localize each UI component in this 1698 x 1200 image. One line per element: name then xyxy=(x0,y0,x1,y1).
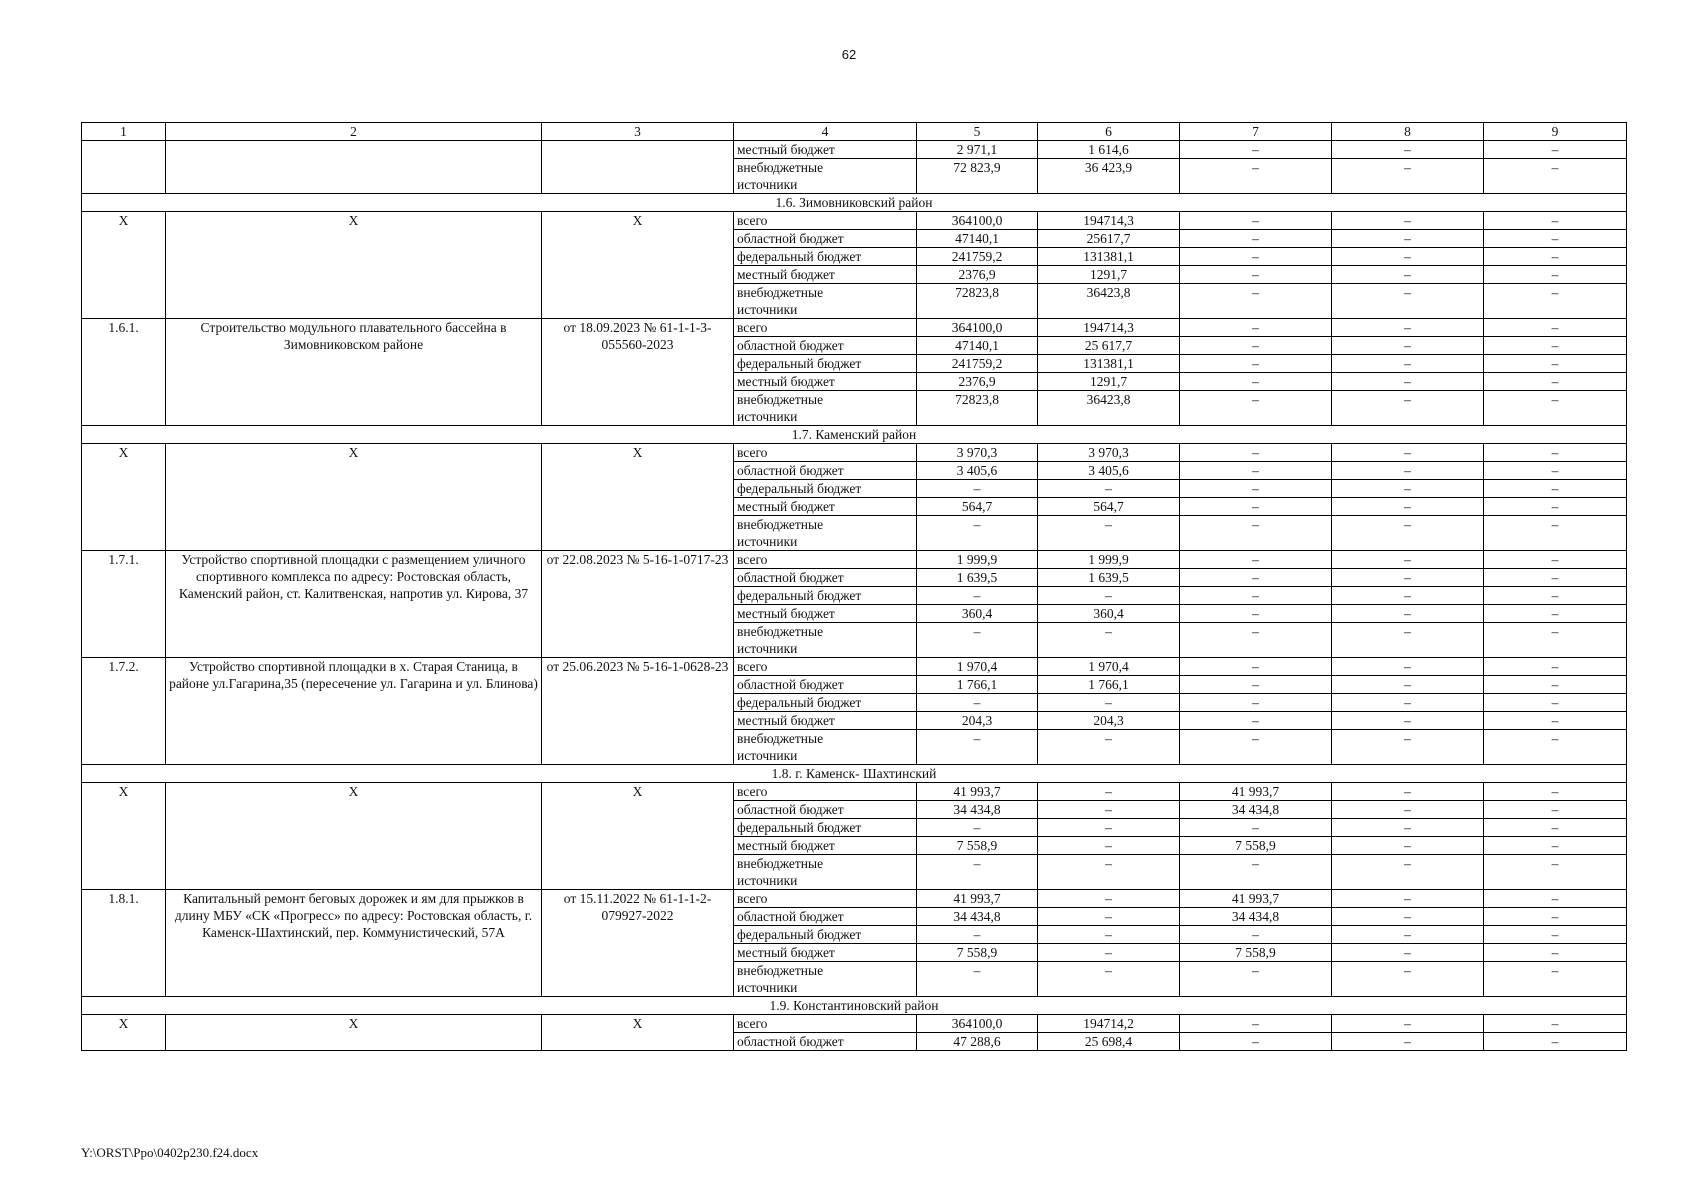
funding-source: всего xyxy=(734,1015,917,1033)
amount-col-5: 2376,9 xyxy=(917,373,1038,391)
amount-col-8: – xyxy=(1332,248,1484,266)
amount-col-8: – xyxy=(1332,498,1484,516)
amount-col-9: – xyxy=(1484,801,1627,819)
amount-col-7: – xyxy=(1180,159,1332,194)
amount-col-9: – xyxy=(1484,248,1627,266)
funding-source: местный бюджет xyxy=(734,712,917,730)
section-title: 1.9. Константиновский район xyxy=(82,997,1627,1015)
amount-col-7: – xyxy=(1180,1033,1332,1051)
amount-col-6: – xyxy=(1038,801,1180,819)
amount-col-7: – xyxy=(1180,819,1332,837)
amount-col-7: – xyxy=(1180,694,1332,712)
item-number: 1.6.1. xyxy=(82,319,166,426)
amount-col-5: 47140,1 xyxy=(917,337,1038,355)
amount-col-5: – xyxy=(917,962,1038,997)
amount-col-6: – xyxy=(1038,480,1180,498)
amount-col-9: – xyxy=(1484,355,1627,373)
funding-source: всего xyxy=(734,658,917,676)
column-header-8: 8 xyxy=(1332,123,1484,141)
amount-col-8: – xyxy=(1332,712,1484,730)
amount-col-7: – xyxy=(1180,623,1332,658)
amount-col-9: – xyxy=(1484,462,1627,480)
amount-col-5: 204,3 xyxy=(917,712,1038,730)
item-document: от 22.08.2023 № 5-16-1-0717-23 xyxy=(542,551,734,658)
amount-col-9: – xyxy=(1484,444,1627,462)
section-row xyxy=(82,997,1627,1015)
amount-col-6: – xyxy=(1038,623,1180,658)
amount-col-9: – xyxy=(1484,516,1627,551)
amount-col-5: 1 999,9 xyxy=(917,551,1038,569)
funding-source: местный бюджет xyxy=(734,605,917,623)
amount-col-5: 7 558,9 xyxy=(917,944,1038,962)
amount-col-5: 1 970,4 xyxy=(917,658,1038,676)
amount-col-8: – xyxy=(1332,480,1484,498)
amount-col-8: – xyxy=(1332,284,1484,319)
item-description: X xyxy=(166,212,542,319)
item-description: Устройство спортивной площадки в х. Старая Станица, в районе ул.Гагарина,35 (пересечение ул. Гагарина и ул. Блинова) xyxy=(166,658,542,765)
footer-file-path: Y:\ORST\Ppo\0402p230.f24.docx xyxy=(81,1145,259,1160)
amount-col-5: 564,7 xyxy=(917,498,1038,516)
amount-col-9: – xyxy=(1484,783,1627,801)
amount-col-8: – xyxy=(1332,159,1484,194)
funding-source: внебюджетные источники xyxy=(734,391,917,426)
section-title: 1.8. г. Каменск- Шахтинский xyxy=(82,765,1627,783)
amount-col-7: – xyxy=(1180,551,1332,569)
amount-col-9: – xyxy=(1484,159,1627,194)
funding-source: внебюджетные источники xyxy=(734,730,917,765)
amount-col-5: 364100,0 xyxy=(917,1015,1038,1033)
item-description: X xyxy=(166,783,542,890)
amount-col-8: – xyxy=(1332,730,1484,765)
column-header-1: 1 xyxy=(82,123,166,141)
amount-col-9: – xyxy=(1484,623,1627,658)
finance-row xyxy=(82,551,1627,569)
amount-col-9: – xyxy=(1484,658,1627,676)
amount-col-5: 41 993,7 xyxy=(917,890,1038,908)
amount-col-9: – xyxy=(1484,926,1627,944)
amount-col-7: 7 558,9 xyxy=(1180,837,1332,855)
amount-col-8: – xyxy=(1332,676,1484,694)
amount-col-6: 3 405,6 xyxy=(1038,462,1180,480)
amount-col-9: – xyxy=(1484,498,1627,516)
section-row xyxy=(82,426,1627,444)
amount-col-5: 34 434,8 xyxy=(917,801,1038,819)
amount-col-9: – xyxy=(1484,819,1627,837)
amount-col-6: 25617,7 xyxy=(1038,230,1180,248)
funding-source: федеральный бюджет xyxy=(734,480,917,498)
finance-row xyxy=(82,1015,1627,1033)
amount-col-7: – xyxy=(1180,962,1332,997)
item-description: Строительство модульного плавательного бассейна в Зимовниковском районе xyxy=(166,319,542,426)
amount-col-6: – xyxy=(1038,837,1180,855)
amount-col-8: – xyxy=(1332,962,1484,997)
amount-col-9: – xyxy=(1484,855,1627,890)
amount-col-8: – xyxy=(1332,783,1484,801)
continuation-row xyxy=(82,141,1627,159)
funding-source: федеральный бюджет xyxy=(734,355,917,373)
header-row xyxy=(82,123,1627,141)
amount-col-9: – xyxy=(1484,1033,1627,1051)
amount-col-5: – xyxy=(917,855,1038,890)
amount-col-8: – xyxy=(1332,908,1484,926)
cell-blank xyxy=(82,141,166,194)
amount-col-6: 36 423,9 xyxy=(1038,159,1180,194)
item-number: X xyxy=(82,212,166,319)
amount-col-9: – xyxy=(1484,712,1627,730)
amount-col-5: – xyxy=(917,730,1038,765)
amount-col-5: 72 823,9 xyxy=(917,159,1038,194)
amount-col-6: – xyxy=(1038,587,1180,605)
column-header-9: 9 xyxy=(1484,123,1627,141)
amount-col-8: – xyxy=(1332,569,1484,587)
amount-col-6: 194714,2 xyxy=(1038,1015,1180,1033)
item-description: Устройство спортивной площадки с размещением уличного спортивного комплекса по адресу: Ростовская область, Каменский район, ст. Калитвенская, напротив ул. Кирова, 37 xyxy=(166,551,542,658)
amount-col-7: – xyxy=(1180,373,1332,391)
section-title: 1.7. Каменский район xyxy=(82,426,1627,444)
amount-col-5: – xyxy=(917,587,1038,605)
funding-source: областной бюджет xyxy=(734,1033,917,1051)
amount-col-6: – xyxy=(1038,516,1180,551)
item-document: от 15.11.2022 № 61-1-1-2-079927-2022 xyxy=(542,890,734,997)
funding-source: всего xyxy=(734,783,917,801)
amount-col-7: 41 993,7 xyxy=(1180,890,1332,908)
amount-col-5: 3 970,3 xyxy=(917,444,1038,462)
amount-col-8: – xyxy=(1332,819,1484,837)
amount-col-7: – xyxy=(1180,355,1332,373)
funding-source: местный бюджет xyxy=(734,266,917,284)
amount-col-6: 25 698,4 xyxy=(1038,1033,1180,1051)
amount-col-7: – xyxy=(1180,337,1332,355)
amount-col-5: 241759,2 xyxy=(917,355,1038,373)
amount-col-8: – xyxy=(1332,266,1484,284)
amount-col-8: – xyxy=(1332,516,1484,551)
amount-col-7: – xyxy=(1180,212,1332,230)
amount-col-9: – xyxy=(1484,337,1627,355)
amount-col-7: – xyxy=(1180,266,1332,284)
item-document: X xyxy=(542,212,734,319)
amount-col-8: – xyxy=(1332,694,1484,712)
amount-col-6: – xyxy=(1038,944,1180,962)
item-document: X xyxy=(542,783,734,890)
funding-source: областной бюджет xyxy=(734,569,917,587)
amount-col-7: – xyxy=(1180,855,1332,890)
amount-col-9: – xyxy=(1484,284,1627,319)
funding-source: областной бюджет xyxy=(734,462,917,480)
amount-col-7: – xyxy=(1180,516,1332,551)
budget-table xyxy=(81,122,1627,1051)
amount-col-6: 1 639,5 xyxy=(1038,569,1180,587)
column-header-4: 4 xyxy=(734,123,917,141)
amount-col-7: 34 434,8 xyxy=(1180,908,1332,926)
amount-col-6: – xyxy=(1038,890,1180,908)
amount-col-6: 1 614,6 xyxy=(1038,141,1180,159)
amount-col-5: 3 405,6 xyxy=(917,462,1038,480)
amount-col-5: 47140,1 xyxy=(917,230,1038,248)
amount-col-8: – xyxy=(1332,355,1484,373)
amount-col-8: – xyxy=(1332,605,1484,623)
amount-col-6: 25 617,7 xyxy=(1038,337,1180,355)
amount-col-8: – xyxy=(1332,391,1484,426)
amount-col-7: – xyxy=(1180,676,1332,694)
amount-col-5: – xyxy=(917,694,1038,712)
funding-source: всего xyxy=(734,551,917,569)
amount-col-5: 34 434,8 xyxy=(917,908,1038,926)
amount-col-6: 1 970,4 xyxy=(1038,658,1180,676)
item-description: X xyxy=(166,444,542,551)
column-header-6: 6 xyxy=(1038,123,1180,141)
amount-col-6: – xyxy=(1038,962,1180,997)
funding-source: внебюджетные источники xyxy=(734,962,917,997)
section-row xyxy=(82,194,1627,212)
amount-col-9: – xyxy=(1484,373,1627,391)
amount-col-9: – xyxy=(1484,551,1627,569)
amount-col-7: – xyxy=(1180,230,1332,248)
cell-blank xyxy=(542,141,734,194)
amount-col-6: 1 999,9 xyxy=(1038,551,1180,569)
finance-row xyxy=(82,783,1627,801)
item-number: 1.7.2. xyxy=(82,658,166,765)
amount-col-7: – xyxy=(1180,587,1332,605)
funding-source: областной бюджет xyxy=(734,801,917,819)
amount-col-9: – xyxy=(1484,676,1627,694)
amount-col-5: 72823,8 xyxy=(917,284,1038,319)
amount-col-9: – xyxy=(1484,569,1627,587)
amount-col-8: – xyxy=(1332,658,1484,676)
amount-col-7: – xyxy=(1180,141,1332,159)
funding-source: внебюджетные источники xyxy=(734,855,917,890)
amount-col-7: – xyxy=(1180,658,1332,676)
amount-col-8: – xyxy=(1332,944,1484,962)
funding-source: местный бюджет xyxy=(734,944,917,962)
item-document: от 18.09.2023 № 61-1-1-3-055560-2023 xyxy=(542,319,734,426)
item-document: X xyxy=(542,444,734,551)
finance-row xyxy=(82,212,1627,230)
item-description: X xyxy=(166,1015,542,1051)
amount-col-8: – xyxy=(1332,587,1484,605)
amount-col-9: – xyxy=(1484,212,1627,230)
funding-source: федеральный бюджет xyxy=(734,819,917,837)
amount-col-6: – xyxy=(1038,694,1180,712)
amount-col-6: 36423,8 xyxy=(1038,391,1180,426)
amount-col-8: – xyxy=(1332,837,1484,855)
amount-col-8: – xyxy=(1332,462,1484,480)
funding-source: внебюджетные источники xyxy=(734,516,917,551)
amount-col-7: – xyxy=(1180,444,1332,462)
amount-col-9: – xyxy=(1484,587,1627,605)
amount-col-6: 194714,3 xyxy=(1038,319,1180,337)
amount-col-6: 1291,7 xyxy=(1038,266,1180,284)
amount-col-7: – xyxy=(1180,391,1332,426)
page-number: 62 xyxy=(841,47,857,62)
amount-col-6: 194714,3 xyxy=(1038,212,1180,230)
amount-col-5: 2376,9 xyxy=(917,266,1038,284)
item-document: X xyxy=(542,1015,734,1051)
amount-col-6: 131381,1 xyxy=(1038,248,1180,266)
amount-col-9: – xyxy=(1484,141,1627,159)
item-number: X xyxy=(82,783,166,890)
amount-col-5: 41 993,7 xyxy=(917,783,1038,801)
funding-source: местный бюджет xyxy=(734,498,917,516)
amount-col-9: – xyxy=(1484,890,1627,908)
amount-col-7: – xyxy=(1180,926,1332,944)
amount-col-9: – xyxy=(1484,319,1627,337)
funding-source: внебюджетные источники xyxy=(734,623,917,658)
column-header-5: 5 xyxy=(917,123,1038,141)
funding-source: федеральный бюджет xyxy=(734,694,917,712)
funding-source: всего xyxy=(734,444,917,462)
funding-source: местный бюджет xyxy=(734,373,917,391)
funding-source: федеральный бюджет xyxy=(734,248,917,266)
cell-blank xyxy=(166,141,542,194)
amount-col-5: 241759,2 xyxy=(917,248,1038,266)
amount-col-6: – xyxy=(1038,819,1180,837)
finance-row xyxy=(82,319,1627,337)
funding-source: областной бюджет xyxy=(734,337,917,355)
amount-col-8: – xyxy=(1332,373,1484,391)
finance-row xyxy=(82,890,1627,908)
funding-source: областной бюджет xyxy=(734,908,917,926)
amount-col-8: – xyxy=(1332,801,1484,819)
amount-col-7: – xyxy=(1180,480,1332,498)
amount-col-5: 47 288,6 xyxy=(917,1033,1038,1051)
amount-col-5: 360,4 xyxy=(917,605,1038,623)
amount-col-6: 1 766,1 xyxy=(1038,676,1180,694)
amount-col-5: – xyxy=(917,819,1038,837)
amount-col-8: – xyxy=(1332,890,1484,908)
amount-col-8: – xyxy=(1332,230,1484,248)
amount-col-6: 204,3 xyxy=(1038,712,1180,730)
amount-col-9: – xyxy=(1484,230,1627,248)
amount-col-8: – xyxy=(1332,623,1484,658)
amount-col-6: 360,4 xyxy=(1038,605,1180,623)
column-header-3: 3 xyxy=(542,123,734,141)
amount-col-8: – xyxy=(1332,855,1484,890)
amount-col-7: 34 434,8 xyxy=(1180,801,1332,819)
amount-col-7: – xyxy=(1180,712,1332,730)
amount-col-5: 1 766,1 xyxy=(917,676,1038,694)
amount-col-5: 364100,0 xyxy=(917,319,1038,337)
column-header-7: 7 xyxy=(1180,123,1332,141)
amount-col-7: 41 993,7 xyxy=(1180,783,1332,801)
amount-col-6: – xyxy=(1038,730,1180,765)
funding-source: федеральный бюджет xyxy=(734,587,917,605)
amount-col-7: – xyxy=(1180,498,1332,516)
funding-source: областной бюджет xyxy=(734,676,917,694)
amount-col-9: – xyxy=(1484,391,1627,426)
amount-col-7: – xyxy=(1180,730,1332,765)
amount-col-6: – xyxy=(1038,783,1180,801)
amount-col-5: 72823,8 xyxy=(917,391,1038,426)
funding-source: внебюджетные источники xyxy=(734,284,917,319)
amount-col-5: 7 558,9 xyxy=(917,837,1038,855)
funding-source: областной бюджет xyxy=(734,230,917,248)
amount-col-7: – xyxy=(1180,1015,1332,1033)
item-document: от 25.06.2023 № 5-16-1-0628-23 xyxy=(542,658,734,765)
amount-col-7: – xyxy=(1180,319,1332,337)
funding-source: местный бюджет xyxy=(734,141,917,159)
item-number: X xyxy=(82,444,166,551)
amount-col-9: – xyxy=(1484,1015,1627,1033)
amount-col-9: – xyxy=(1484,962,1627,997)
item-number: 1.7.1. xyxy=(82,551,166,658)
funding-source: всего xyxy=(734,890,917,908)
amount-col-5: 2 971,1 xyxy=(917,141,1038,159)
finance-row xyxy=(82,658,1627,676)
amount-col-9: – xyxy=(1484,480,1627,498)
amount-col-6: 564,7 xyxy=(1038,498,1180,516)
amount-col-6: 1291,7 xyxy=(1038,373,1180,391)
section-title: 1.6. Зимовниковский район xyxy=(82,194,1627,212)
amount-col-8: – xyxy=(1332,141,1484,159)
amount-col-7: – xyxy=(1180,462,1332,480)
column-header-2: 2 xyxy=(166,123,542,141)
funding-source: местный бюджет xyxy=(734,837,917,855)
amount-col-7: – xyxy=(1180,605,1332,623)
amount-col-8: – xyxy=(1332,926,1484,944)
amount-col-7: 7 558,9 xyxy=(1180,944,1332,962)
amount-col-6: – xyxy=(1038,855,1180,890)
finance-row xyxy=(82,444,1627,462)
funding-source: всего xyxy=(734,212,917,230)
amount-col-8: – xyxy=(1332,1033,1484,1051)
item-number: X xyxy=(82,1015,166,1051)
amount-col-6: 36423,8 xyxy=(1038,284,1180,319)
amount-col-9: – xyxy=(1484,730,1627,765)
amount-col-9: – xyxy=(1484,837,1627,855)
funding-source: внебюджетные источники xyxy=(734,159,917,194)
funding-source: федеральный бюджет xyxy=(734,926,917,944)
amount-col-5: 1 639,5 xyxy=(917,569,1038,587)
amount-col-8: – xyxy=(1332,319,1484,337)
amount-col-8: – xyxy=(1332,551,1484,569)
amount-col-5: 364100,0 xyxy=(917,212,1038,230)
section-row xyxy=(82,765,1627,783)
amount-col-5: – xyxy=(917,516,1038,551)
amount-col-6: – xyxy=(1038,926,1180,944)
amount-col-5: – xyxy=(917,926,1038,944)
item-number: 1.8.1. xyxy=(82,890,166,997)
amount-col-5: – xyxy=(917,480,1038,498)
amount-col-7: – xyxy=(1180,569,1332,587)
funding-source: всего xyxy=(734,319,917,337)
amount-col-9: – xyxy=(1484,266,1627,284)
amount-col-9: – xyxy=(1484,908,1627,926)
amount-col-8: – xyxy=(1332,337,1484,355)
amount-col-9: – xyxy=(1484,694,1627,712)
amount-col-9: – xyxy=(1484,605,1627,623)
item-description: Капитальный ремонт беговых дорожек и ям для прыжков в длину МБУ «СК «Прогресс» по адресу: Ростовская область, г. Каменск-Шахтинский, пер. Коммунистический, 57А xyxy=(166,890,542,997)
amount-col-6: 131381,1 xyxy=(1038,355,1180,373)
amount-col-8: – xyxy=(1332,444,1484,462)
amount-col-8: – xyxy=(1332,212,1484,230)
amount-col-9: – xyxy=(1484,944,1627,962)
amount-col-8: – xyxy=(1332,1015,1484,1033)
amount-col-7: – xyxy=(1180,248,1332,266)
amount-col-5: – xyxy=(917,623,1038,658)
amount-col-7: – xyxy=(1180,284,1332,319)
amount-col-6: 3 970,3 xyxy=(1038,444,1180,462)
amount-col-6: – xyxy=(1038,908,1180,926)
